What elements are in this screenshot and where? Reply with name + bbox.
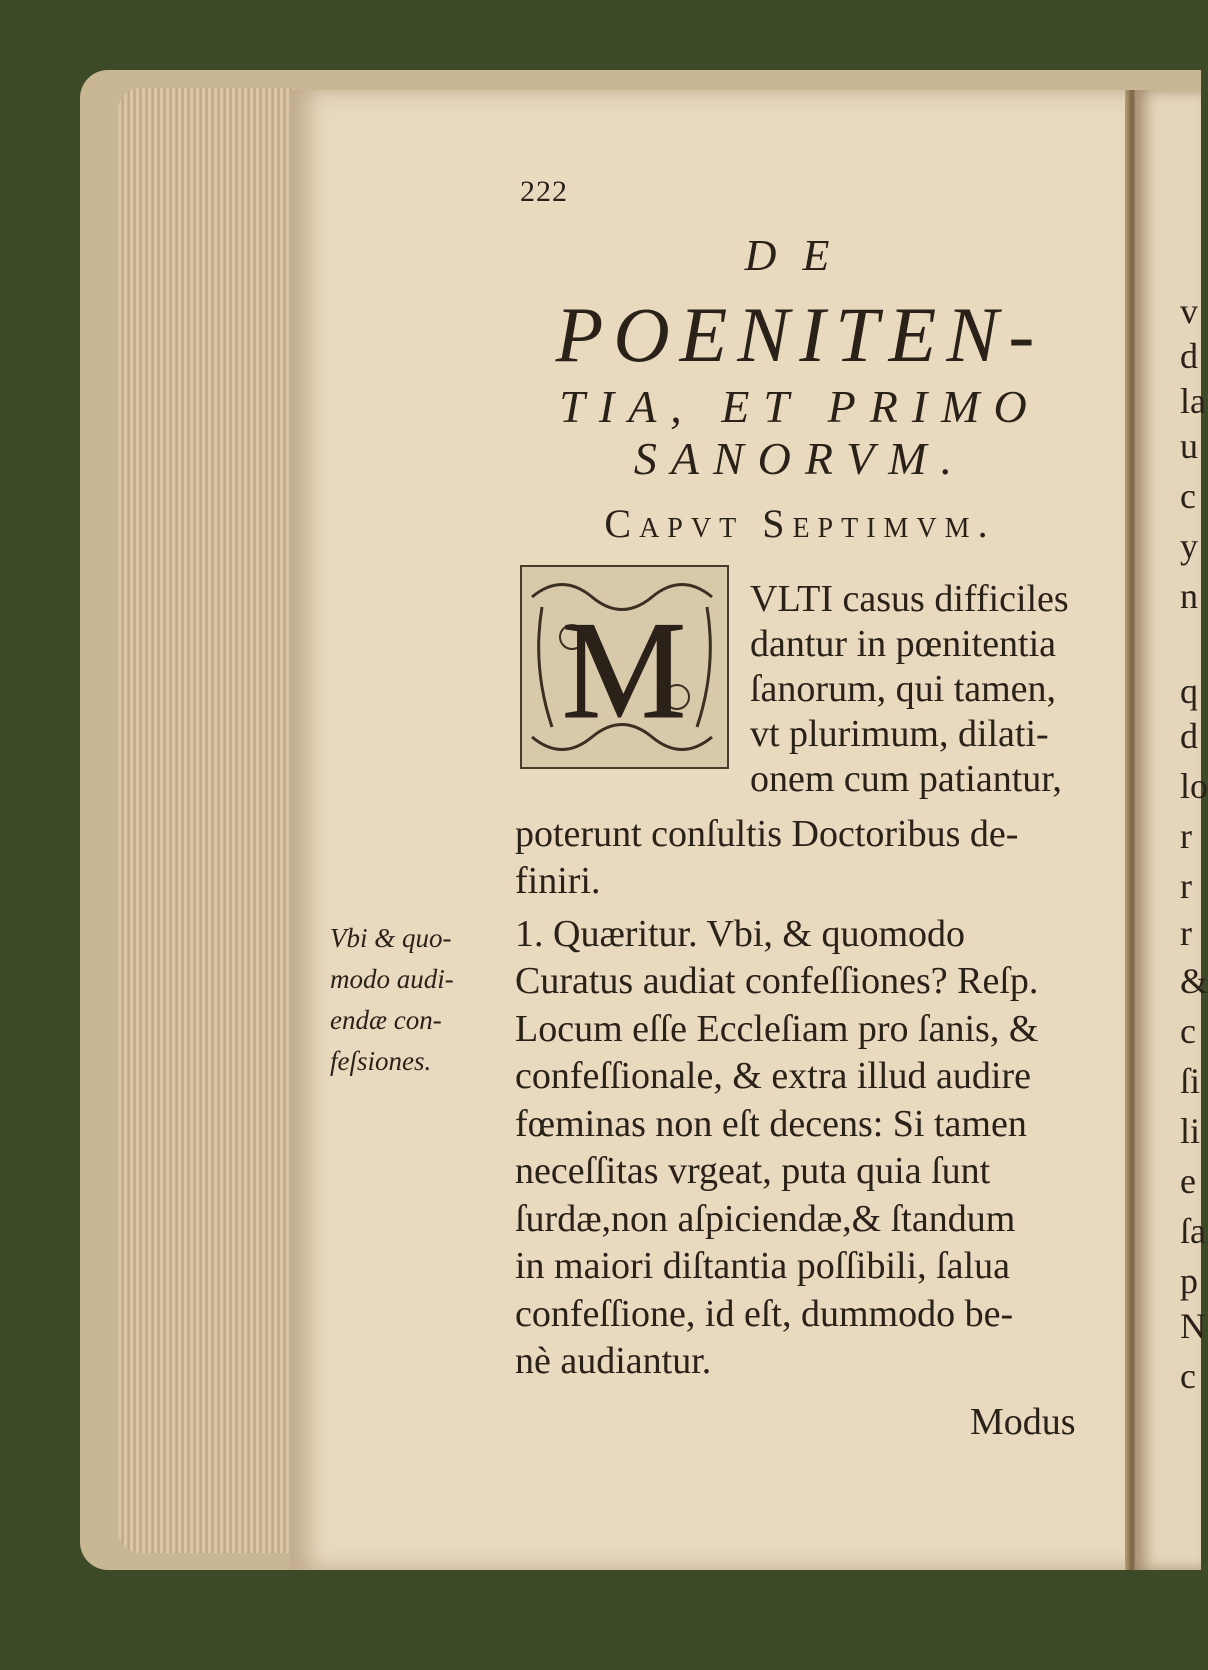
facing-page-fragment: N bbox=[1180, 1306, 1206, 1346]
body-line: poterunt conſultis Doctoribus de- bbox=[515, 813, 1019, 855]
facing-page-fragment: la bbox=[1180, 381, 1206, 421]
title-line-4: SANORVM. bbox=[633, 433, 967, 484]
facing-page-fragment: p bbox=[1180, 1261, 1198, 1301]
chapter-heading: Capvt Septimvm. bbox=[604, 501, 996, 546]
margin-note bbox=[330, 918, 490, 1082]
body-line: confeſſione, id eſt, dummodo be- bbox=[515, 1293, 1014, 1335]
facing-page-fragment: d bbox=[1180, 336, 1198, 376]
facing-page-fragment: y bbox=[1180, 526, 1198, 566]
title-line-1: DE bbox=[744, 231, 856, 280]
body-line: onem cum patiantur, bbox=[750, 758, 1062, 800]
facing-page-fragment: li bbox=[1180, 1111, 1201, 1151]
body-line: dantur in pœnitentia bbox=[750, 623, 1057, 665]
margin-note-line: feſsiones. bbox=[330, 1046, 432, 1076]
body-line: in maiori diſtantia poſſibili, ſalua bbox=[515, 1245, 1010, 1287]
title-line-3: TIA, ET PRIMO bbox=[559, 381, 1041, 432]
body-line: finiri. bbox=[515, 860, 601, 902]
facing-page-fragment: & bbox=[1180, 961, 1208, 1001]
facing-page-fragment: d bbox=[1180, 716, 1198, 756]
body-line: 1. Quæritur. Vbi, & quomodo bbox=[515, 913, 966, 955]
facing-page-fragment: u bbox=[1180, 426, 1198, 466]
title-line-2: POENITEN- bbox=[555, 291, 1045, 378]
facing-page-fragment: r bbox=[1180, 913, 1192, 953]
body-line: VLTI casus difficiles bbox=[750, 578, 1069, 620]
facing-page-fragment: n bbox=[1180, 576, 1198, 616]
body-line: vt plurimum, dilati- bbox=[750, 713, 1049, 755]
body-line: nè audiantur. bbox=[515, 1340, 712, 1382]
body-line: fœminas non eſt decens: Si tamen bbox=[515, 1103, 1027, 1145]
facing-page-fragment: r bbox=[1180, 866, 1192, 906]
body-line: Locum eſſe Eccleſiam pro ſanis, & bbox=[515, 1008, 1039, 1050]
facing-page-fragment: c bbox=[1180, 1011, 1196, 1051]
facing-page-fragment: q bbox=[1180, 671, 1198, 711]
facing-page-fragment: c bbox=[1180, 476, 1196, 516]
margin-note-line: Vbi & quo- bbox=[330, 923, 452, 953]
decorated-initial bbox=[520, 565, 729, 769]
margin-note-line: endæ con- bbox=[330, 1005, 442, 1035]
facing-page-fragment: e bbox=[1180, 1161, 1196, 1201]
facing-page-fragment: v bbox=[1180, 291, 1198, 331]
page-number: 222 bbox=[520, 175, 568, 208]
body-line: ſanorum, qui tamen, bbox=[750, 668, 1057, 710]
body-line: Curatus audiat confeſſiones? Reſp. bbox=[515, 960, 1039, 1002]
facing-page-fragment: r bbox=[1180, 816, 1192, 856]
facing-page-fragment: ſi bbox=[1180, 1061, 1201, 1101]
catchword: Modus bbox=[970, 1401, 1076, 1443]
ornament-icon bbox=[522, 567, 727, 767]
facing-page-fragment: c bbox=[1180, 1356, 1196, 1396]
initial-letter: M bbox=[561, 593, 687, 748]
facing-page-fragment: lo bbox=[1180, 766, 1208, 806]
body-line: neceſſitas vrgeat, puta quia ſunt bbox=[515, 1150, 991, 1192]
margin-note-line: modo audi- bbox=[330, 964, 454, 994]
page-block-edge bbox=[118, 88, 293, 1553]
body-line: ſurdæ,non aſpiciendæ,& ſtandum bbox=[515, 1198, 1016, 1240]
facing-page-fragment: ſa bbox=[1180, 1211, 1206, 1251]
body-line: confeſſionale, & extra illud audire bbox=[515, 1055, 1031, 1097]
